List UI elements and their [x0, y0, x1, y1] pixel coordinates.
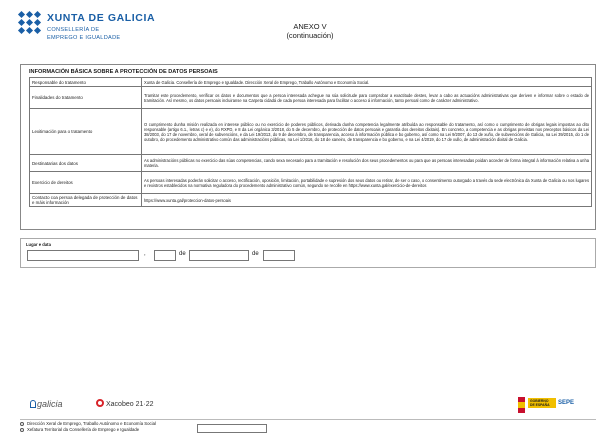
- table-row: [30, 194, 592, 207]
- destination-option-2[interactable]: [20, 427, 139, 432]
- destination-label-2: Xefatura Territorial da Consellería de Emprego e Igualdade: [27, 427, 140, 432]
- destination-label-1: Dirección Xeral de Emprego, Traballo Autónomo e Economía Social: [27, 421, 156, 426]
- place-date-label: Lugar e data: [26, 242, 51, 247]
- row-label: Exercicio de dereitos: [30, 172, 142, 194]
- row-label: Finalidades do tratamento: [30, 87, 142, 109]
- year-input[interactable]: [263, 250, 295, 261]
- data-protection-table: [29, 77, 592, 207]
- government-logo: [518, 396, 575, 416]
- xunta-emblem-icon: [18, 11, 42, 35]
- xacobeo-spiral-icon: [96, 399, 104, 407]
- row-label: Destinatarias dos datos: [30, 155, 142, 172]
- place-date-section: [20, 238, 596, 268]
- destination-option-1[interactable]: [20, 421, 156, 426]
- table-row: [30, 87, 592, 109]
- row-text: As administracións públicas no exercicio das súas competencias, cando sexa necesario para a tramitación e resolución dos seus procedementos ou para que as persoas interesadas poidan acceder de forma integral á información relativa a unha materia.: [142, 155, 592, 172]
- galicia-logo: [30, 399, 63, 409]
- galicia-mark-icon: [30, 400, 36, 408]
- radio-icon[interactable]: [20, 428, 24, 432]
- logo-subtitle-1: CONSELLERÍA DE: [47, 27, 100, 33]
- annex-heading: [260, 22, 360, 40]
- row-text: https://www.xunta.gal/proteccion-datos-persoais: [142, 194, 592, 207]
- xacobeo-logo: [96, 399, 153, 408]
- table-row: [30, 155, 592, 172]
- de-separator-2: de: [252, 251, 259, 257]
- row-label: Contacto coa persoa delegada de protección de datos e máis información: [30, 194, 142, 207]
- logo-title: XUNTA DE GALICIA: [47, 12, 156, 24]
- destination-code-input[interactable]: [197, 424, 267, 433]
- radio-icon[interactable]: [20, 422, 24, 426]
- day-input[interactable]: [154, 250, 176, 261]
- row-text: Tramitar este procedemento, verificar os datos e documentos que a persoa interesada achegue na súa solicitude para comprobar a exactitude destes, levar a cabo as actuacións administrativas que deriven e informar sobre o estado de tramitación. Así mesmo, os datos persoais incluiranse na Carpeta cidadá de cada persoa interesada para facilitar o acceso á información, tanto persoal como de carácter administrativo.: [142, 87, 592, 109]
- row-label: Lexitimación para o tratamento: [30, 109, 142, 155]
- footer-divider: [20, 419, 596, 420]
- table-row: [30, 109, 592, 155]
- spain-shield-icon: [518, 397, 525, 413]
- data-protection-section: [20, 64, 596, 230]
- logo-subtitle-2: EMPREGO E IGUALDADE: [47, 35, 121, 41]
- xacobeo-logo-text: Xacobeo 21·22: [106, 401, 154, 408]
- sepe-logo: SEPE: [558, 400, 575, 406]
- galicia-logo-text: galicia: [37, 399, 63, 409]
- annex-subtitle: (continuación): [286, 31, 334, 40]
- row-text: O cumprimento dunha misión realizada en interese público ou no exercicio de poderes públicos, derivada dunha competencia legalmente atribuída ao responsable do tratamento, así como o cumprimento de obrigas legais impostas ao dito responsable (artigo 6.1., letras c) e e), do RXPD, e 8 da Lei orgánica 3/2018, do 5 de decembro, de protección de datos persoais e garantía dos dereitos dixitais). En concreto, a competencia e as obrigas previstas nos preceptos básicos da Lei 38/2003, do 17 de novembro, xeral de subvencións, e da Lei 19/2013, do 9 de decembro, de transparencia, acceso á información pública e bo goberno, así como na Lei 9/2007, do 13 de xuño, de subvencións de Galicia, na Lei 39/2015, do 1 de outubro, do procedemento administrativo común das administracións públicas, na Lei 1/2016, do 18 de xaneiro, de transparencia e bo goberno, e na Lei 4/2019, do 17 de xullo, de administración dixital de Galicia.: [142, 109, 592, 155]
- xunta-logo: [18, 8, 156, 42]
- annex-title: ANEXO V: [293, 22, 327, 31]
- table-row: [30, 78, 592, 87]
- month-input[interactable]: [189, 250, 249, 261]
- table-row: [30, 172, 592, 194]
- gobierno-text: GOBIERNO DE ESPAÑA: [528, 398, 556, 408]
- comma-separator: ,: [144, 251, 146, 257]
- de-separator-1: de: [179, 251, 186, 257]
- row-text: Xunta de Galicia. Consellería de Emprego e Igualdade. Dirección Xeral de Emprego, Traballo Autónomo e Economía Social.: [142, 78, 592, 87]
- row-text: As persoas interesadas poderán solicitar o acceso, rectificación, oposición, limitación, portabilidade e supresión dos seus datos ou retirar, de ser o caso, o consentimento outorgado a través da sede electrónica da Xunta de Galicia ou nos lugares e rexistros establecidos na normativa reguladora do procedemento administrativo común, segundo se recolle en https://www.xunta.gal/exercicio-de-dereitos: [142, 172, 592, 194]
- section-title: INFORMACIÓN BÁSICA SOBRE A PROTECCIÓN DE DATOS PERSOAIS: [29, 69, 218, 75]
- row-label: Responsable do tratamento: [30, 78, 142, 87]
- place-input[interactable]: [27, 250, 139, 261]
